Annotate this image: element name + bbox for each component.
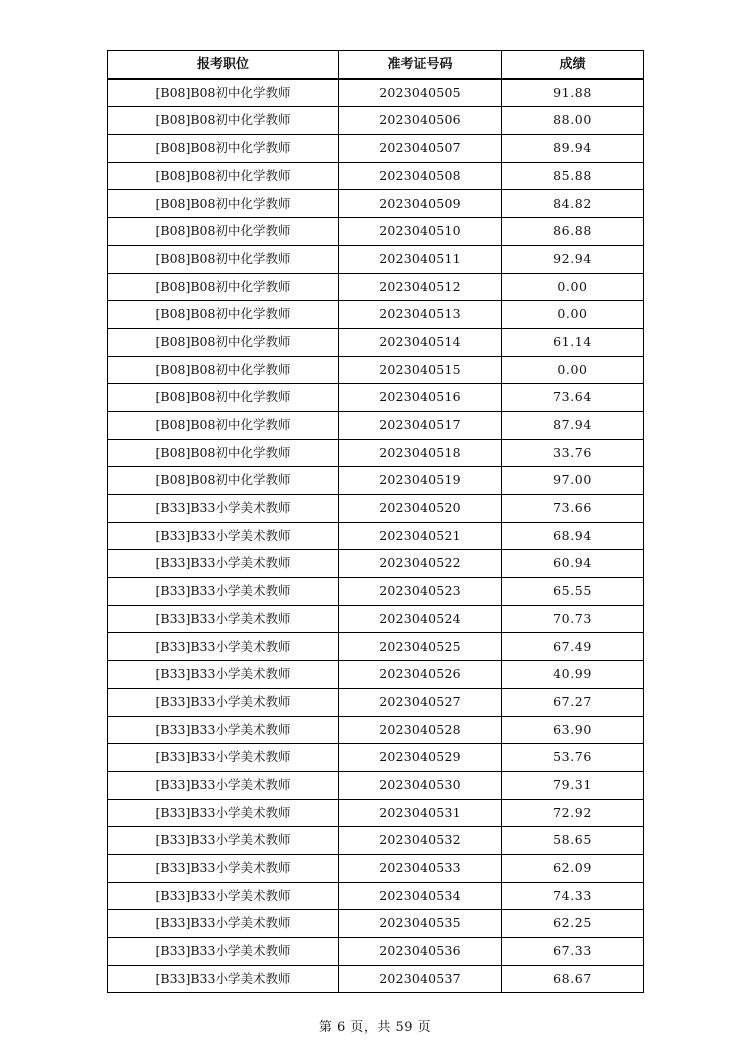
cell-score: 86.88	[502, 218, 644, 246]
cell-exam-number: 2023040521	[339, 522, 502, 550]
cell-exam-number: 2023040523	[339, 578, 502, 606]
cell-exam-number: 2023040512	[339, 273, 502, 301]
cell-position: [B33]B33小学美术教师	[108, 550, 339, 578]
cell-position: [B33]B33小学美术教师	[108, 495, 339, 523]
cell-exam-number: 2023040535	[339, 910, 502, 938]
cell-position: [B33]B33小学美术教师	[108, 578, 339, 606]
header-exam-number: 准考证号码	[339, 51, 502, 79]
cell-score: 0.00	[502, 273, 644, 301]
score-table	[107, 50, 644, 993]
table-row	[108, 550, 644, 578]
cell-position: [B08]B08初中化学教师	[108, 162, 339, 190]
table-row	[108, 328, 644, 356]
table-row	[108, 716, 644, 744]
cell-exam-number: 2023040517	[339, 411, 502, 439]
table-row	[108, 744, 644, 772]
cell-score: 85.88	[502, 162, 644, 190]
cell-exam-number: 2023040505	[339, 79, 502, 107]
cell-score: 61.14	[502, 328, 644, 356]
cell-position: [B33]B33小学美术教师	[108, 799, 339, 827]
table-row	[108, 661, 644, 689]
cell-exam-number: 2023040533	[339, 854, 502, 882]
cell-score: 67.27	[502, 688, 644, 716]
cell-score: 33.76	[502, 439, 644, 467]
table-row	[108, 245, 644, 273]
cell-exam-number: 2023040536	[339, 938, 502, 966]
cell-exam-number: 2023040524	[339, 605, 502, 633]
table-row	[108, 162, 644, 190]
cell-score: 67.49	[502, 633, 644, 661]
cell-exam-number: 2023040526	[339, 661, 502, 689]
table-row	[108, 190, 644, 218]
cell-score: 53.76	[502, 744, 644, 772]
cell-exam-number: 2023040510	[339, 218, 502, 246]
header-score: 成绩	[502, 51, 644, 79]
cell-position: [B08]B08初中化学教师	[108, 467, 339, 495]
table-row	[108, 218, 644, 246]
cell-exam-number: 2023040508	[339, 162, 502, 190]
cell-position: [B33]B33小学美术教师	[108, 882, 339, 910]
table-row	[108, 301, 644, 329]
cell-exam-number: 2023040506	[339, 107, 502, 135]
cell-exam-number: 2023040518	[339, 439, 502, 467]
table-header	[108, 51, 644, 79]
table-row	[108, 882, 644, 910]
cell-exam-number: 2023040511	[339, 245, 502, 273]
cell-position: [B33]B33小学美术教师	[108, 633, 339, 661]
table-row	[108, 522, 644, 550]
cell-score: 68.67	[502, 965, 644, 993]
table-row	[108, 79, 644, 107]
cell-exam-number: 2023040532	[339, 827, 502, 855]
cell-score: 89.94	[502, 135, 644, 163]
table-row	[108, 135, 644, 163]
cell-exam-number: 2023040522	[339, 550, 502, 578]
cell-score: 72.92	[502, 799, 644, 827]
cell-score: 68.94	[502, 522, 644, 550]
table-row	[108, 688, 644, 716]
page-footer: 第 6 页，共 59 页	[318, 1020, 432, 1035]
cell-position: [B33]B33小学美术教师	[108, 744, 339, 772]
table-body	[108, 79, 644, 993]
table-row	[108, 578, 644, 606]
table-row	[108, 827, 644, 855]
cell-score: 92.94	[502, 245, 644, 273]
cell-exam-number: 2023040514	[339, 328, 502, 356]
cell-exam-number: 2023040520	[339, 495, 502, 523]
cell-position: [B33]B33小学美术教师	[108, 854, 339, 882]
cell-score: 91.88	[502, 79, 644, 107]
cell-position: [B33]B33小学美术教师	[108, 827, 339, 855]
cell-position: [B33]B33小学美术教师	[108, 688, 339, 716]
cell-score: 73.66	[502, 495, 644, 523]
cell-score: 40.99	[502, 661, 644, 689]
cell-position: [B08]B08初中化学教师	[108, 107, 339, 135]
cell-position: [B33]B33小学美术教师	[108, 716, 339, 744]
cell-score: 60.94	[502, 550, 644, 578]
cell-position: [B08]B08初中化学教师	[108, 411, 339, 439]
cell-score: 74.33	[502, 882, 644, 910]
cell-position: [B08]B08初中化学教师	[108, 135, 339, 163]
cell-position: [B08]B08初中化学教师	[108, 273, 339, 301]
header-position: 报考职位	[108, 51, 339, 79]
cell-position: [B33]B33小学美术教师	[108, 965, 339, 993]
table-row	[108, 439, 644, 467]
table-row	[108, 384, 644, 412]
cell-score: 97.00	[502, 467, 644, 495]
cell-exam-number: 2023040531	[339, 799, 502, 827]
cell-exam-number: 2023040534	[339, 882, 502, 910]
table-row	[108, 799, 644, 827]
table-row	[108, 273, 644, 301]
cell-exam-number: 2023040529	[339, 744, 502, 772]
cell-exam-number: 2023040528	[339, 716, 502, 744]
table-row	[108, 107, 644, 135]
table-row	[108, 854, 644, 882]
cell-score: 0.00	[502, 356, 644, 384]
cell-position: [B33]B33小学美术教师	[108, 938, 339, 966]
cell-position: [B08]B08初中化学教师	[108, 79, 339, 107]
cell-exam-number: 2023040513	[339, 301, 502, 329]
cell-position: [B33]B33小学美术教师	[108, 661, 339, 689]
cell-position: [B08]B08初中化学教师	[108, 328, 339, 356]
table-row	[108, 771, 644, 799]
table-row	[108, 467, 644, 495]
cell-score: 73.64	[502, 384, 644, 412]
cell-position: [B33]B33小学美术教师	[108, 910, 339, 938]
cell-score: 62.25	[502, 910, 644, 938]
cell-score: 79.31	[502, 771, 644, 799]
cell-score: 63.90	[502, 716, 644, 744]
table-row	[108, 411, 644, 439]
table-row	[108, 495, 644, 523]
cell-position: [B08]B08初中化学教师	[108, 439, 339, 467]
table-row	[108, 938, 644, 966]
cell-score: 65.55	[502, 578, 644, 606]
cell-exam-number: 2023040519	[339, 467, 502, 495]
cell-position: [B08]B08初中化学教师	[108, 356, 339, 384]
cell-score: 84.82	[502, 190, 644, 218]
table-row	[108, 356, 644, 384]
cell-exam-number: 2023040515	[339, 356, 502, 384]
cell-position: [B08]B08初中化学教师	[108, 190, 339, 218]
cell-position: [B08]B08初中化学教师	[108, 384, 339, 412]
cell-exam-number: 2023040525	[339, 633, 502, 661]
cell-score: 67.33	[502, 938, 644, 966]
cell-position: [B08]B08初中化学教师	[108, 245, 339, 273]
cell-score: 70.73	[502, 605, 644, 633]
header-row	[108, 51, 644, 79]
table-row	[108, 965, 644, 993]
cell-position: [B33]B33小学美术教师	[108, 605, 339, 633]
cell-position: [B08]B08初中化学教师	[108, 218, 339, 246]
cell-position: [B08]B08初中化学教师	[108, 301, 339, 329]
cell-exam-number: 2023040509	[339, 190, 502, 218]
cell-exam-number: 2023040527	[339, 688, 502, 716]
cell-score: 62.09	[502, 854, 644, 882]
cell-score: 87.94	[502, 411, 644, 439]
cell-score: 88.00	[502, 107, 644, 135]
table-row	[108, 605, 644, 633]
cell-exam-number: 2023040530	[339, 771, 502, 799]
cell-exam-number: 2023040537	[339, 965, 502, 993]
cell-score: 58.65	[502, 827, 644, 855]
table-row	[108, 633, 644, 661]
cell-position: [B33]B33小学美术教师	[108, 522, 339, 550]
table-row	[108, 910, 644, 938]
cell-position: [B33]B33小学美术教师	[108, 771, 339, 799]
cell-exam-number: 2023040516	[339, 384, 502, 412]
cell-score: 0.00	[502, 301, 644, 329]
cell-exam-number: 2023040507	[339, 135, 502, 163]
